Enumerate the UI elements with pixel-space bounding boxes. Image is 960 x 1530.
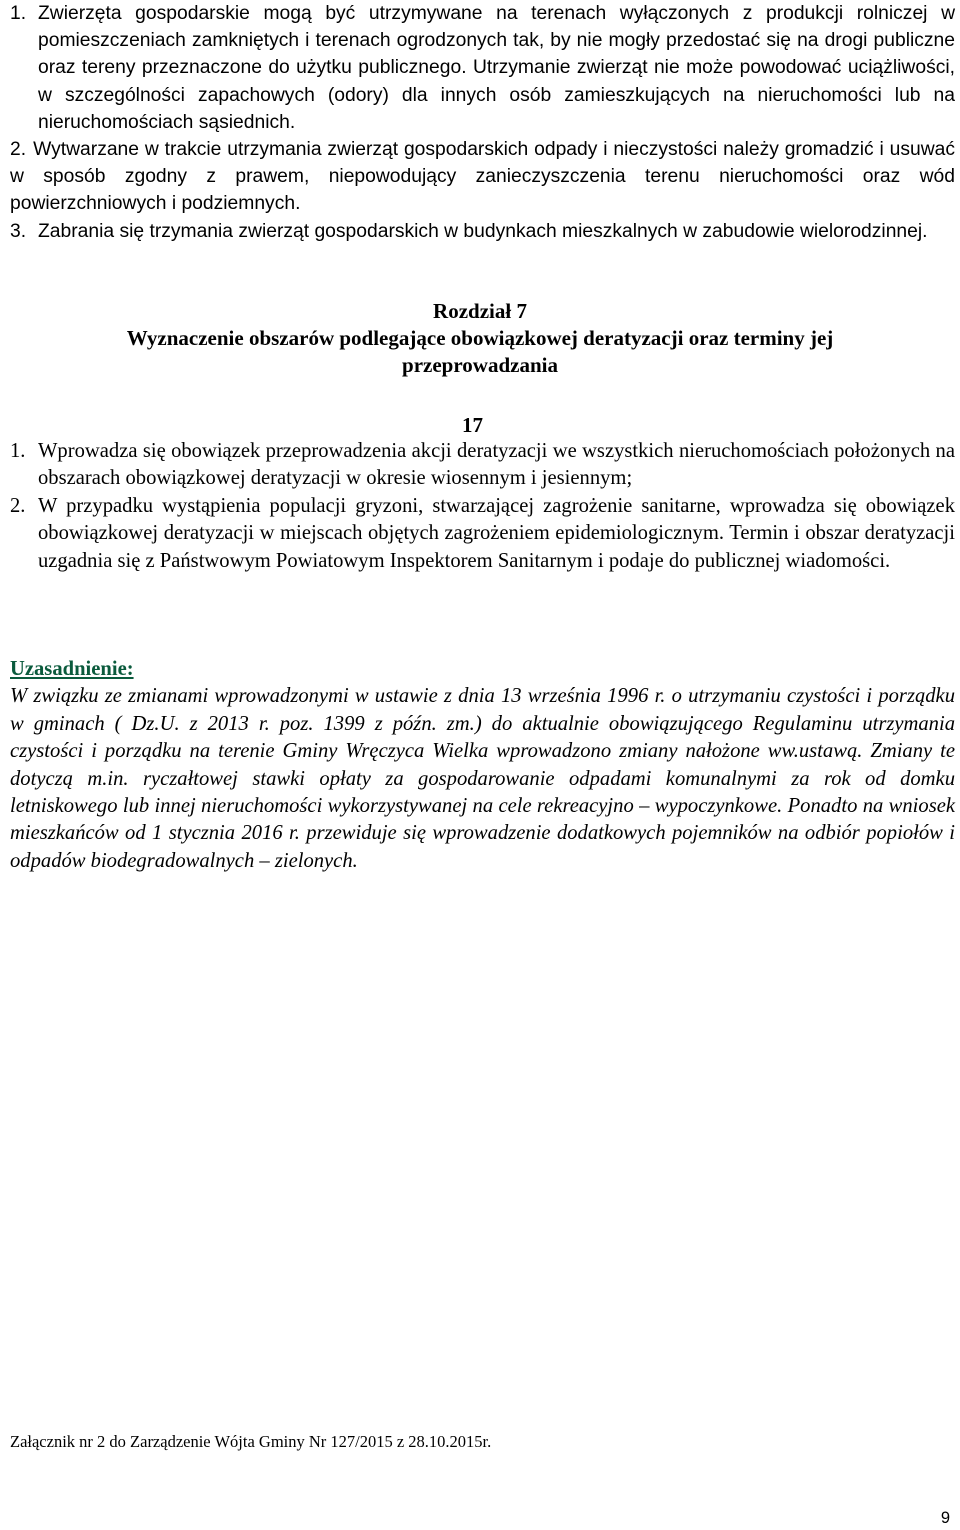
list-item bbox=[10, 0, 955, 136]
regulation-list bbox=[10, 0, 955, 245]
list-item-number: 2. bbox=[10, 494, 26, 517]
list-item-text: Wprowadza się obowiązek przeprowadzenia akcji deratyzacji we wszystkich nieruchomościach położonych na obszarach obowiązkowej deratyzacji w okresie wiosennym i jesiennym; bbox=[38, 440, 955, 490]
list-item-number: 3. bbox=[10, 220, 27, 242]
list-item bbox=[10, 493, 955, 575]
chapter-label: Rozdział 7 bbox=[433, 299, 527, 323]
list-item bbox=[10, 136, 955, 218]
paragraph-list bbox=[10, 438, 955, 575]
list-item-text: Zwierzęta gospodarskie mogą być utrzymywane na terenach wyłączonych z produkcji rolniczej w pomieszczeniach zamkniętych i terenach ogrodzonych tak, by nie mogły przedostać się na drogi publiczne oraz tereny przeznaczone do użytku publicznego. Utrzymanie zwierząt nie może powodować uciążliwości, w szczególności zapachowych (odory) dla innych osób zamieszkujących na nieruchomości lub na nieruchomościach sąsiednich. bbox=[38, 3, 955, 133]
list-item-number: 1. bbox=[10, 440, 26, 462]
list-item-number: 1. bbox=[10, 3, 27, 24]
chapter-heading bbox=[0, 298, 960, 379]
paragraph-number: 17 bbox=[462, 413, 483, 437]
chapter-title: Wyznaczenie obszarów podlegające obowiązkowej deratyzacji oraz terminy jej przeprowadzania bbox=[126, 326, 834, 377]
attachment-note: Załącznik nr 2 do Zarządzenie Wójta Gminy Nr 127/2015 z 28.10.2015r. bbox=[10, 1432, 492, 1451]
list-item-text: W przypadku wystąpienia populacji gryzoni, stwarzającej zagrożenie sanitarne, wprowadza się obowiązek obowiązkowej deratyzacji w miejscach objętych zagrożeniem epidemiologicznym. Termin i obszar deratyzacji uzgadnia się z Państwowym Powiatowym Inspektorem Sanitarnym i podaje do publicznej wiadomości. bbox=[38, 494, 955, 572]
page-number: 9 bbox=[940, 1509, 950, 1527]
list-item-text: Zabrania się trzymania zwierząt gospodarskich w budynkach mieszkalnych w zabudowie wielorodzinnej. bbox=[38, 220, 928, 242]
justification-section bbox=[10, 656, 955, 875]
list-item bbox=[10, 438, 955, 493]
justification-text: W związku ze zmianami wprowadzonymi w ustawie z dnia 13 września 1996 r. o utrzymaniu czystości i porządku w gminach ( Dz.U. z 2013 r. poz. 1399 z późn. zm.) do aktualnie obowiązującego Regulaminu utrzymania czystości i porządku na terenie Gminy Wręczyca Wielka wprowadzono zmiany nałożone ww.ustawą. Zmiany te dotyczą m.in. ryczałtowej stawki opłaty za gospodarowanie odpadami komunalnymi za rok od domku letniskowego lub innej nieruchomości wykorzystywanej na cele rekreacyjno – wypoczynkowe. Ponadto na wniosek mieszkańców od 1 stycznia 2016 r. przewiduje się wprowadzenie dodatkowych pojemników na odbiór popiołów i odpadów biodegradowalnych – zielonych. bbox=[10, 685, 955, 872]
justification-heading: Uzasadnienie: bbox=[10, 658, 134, 680]
list-item-number: 2. bbox=[10, 139, 27, 161]
list-item bbox=[10, 218, 955, 245]
list-item-text: Wytwarzane w trakcie utrzymania zwierząt gospodarskich odpady i nieczystości należy gromadzić i usuwać w sposób zgodny z prawem, niepowodujący zanieczyszczenia terenu nieruchomości oraz wód powierzchniowych i podziemnych. bbox=[10, 139, 955, 215]
